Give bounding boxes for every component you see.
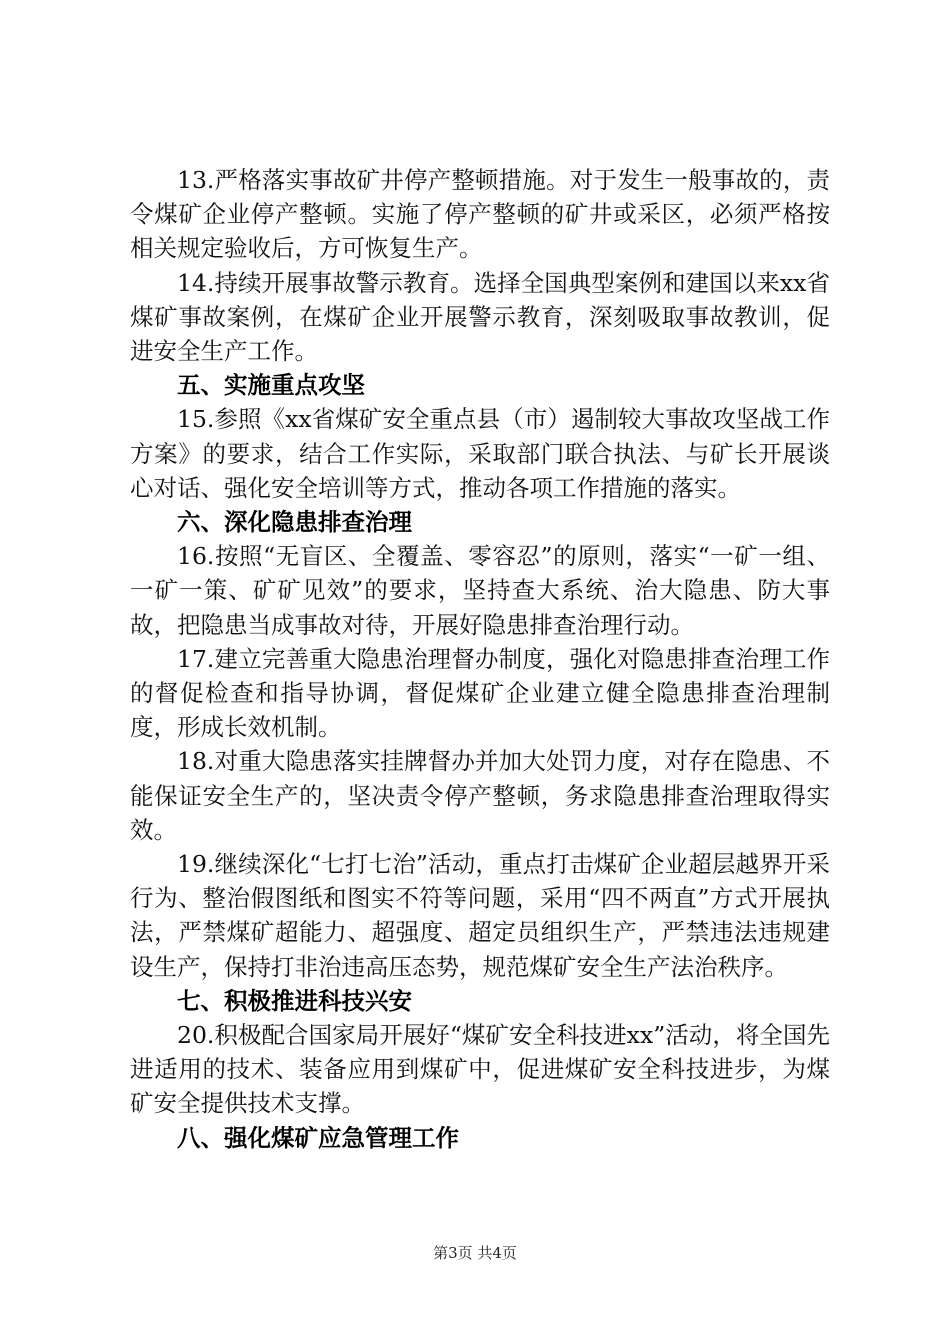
section-heading-7: 七、积极推进科技兴安 bbox=[177, 986, 412, 1015]
paragraph-16: 16.按照“无盲区、全覆盖、零容忍”的原则，落实“一矿一组、一矿一策、矿矿见效”的要求，坚持查大系统、治大隐患、防大事故，把隐患当成事故对待，开展好隐患排查治理行动。 bbox=[130, 542, 830, 639]
paragraph-18: 18.对重大隐患落实挂牌督办并加大处罚力度，对存在隐患、不能保证安全生产的，坚决责令停产整顿，务求隐患排查治理取得实效。 bbox=[130, 747, 830, 844]
paragraph-13: 13.严格落实事故矿井停产整顿措施。对于发生一般事故的，责令煤矿企业停产整顿。实施了停产整顿的矿井或采区，必须严格按相关规定验收后，方可恢复生产。 bbox=[130, 166, 830, 263]
section-heading-5: 五、实施重点攻坚 bbox=[177, 371, 365, 400]
section-heading-6: 六、深化隐患排查治理 bbox=[177, 508, 412, 537]
paragraph-17: 17.建立完善重大隐患治理督办制度，强化对隐患排查治理工作的督促检查和指导协调，督促煤矿企业建立健全隐患排查治理制度，形成长效机制。 bbox=[130, 644, 830, 742]
page-number-footer: 第3页 共4页 bbox=[433, 1244, 517, 1262]
paragraph-15: 15.参照《xx省煤矿安全重点县（市）遏制较大事故攻坚战工作方案》的要求，结合工作实际，采取部门联合执法、与矿长开展谈心对话、强化安全培训等方式，推动各项工作措施的落实。 bbox=[130, 405, 830, 502]
paragraph-14: 14.持续开展事故警示教育。选择全国典型案例和建国以来xx省煤矿事故案例，在煤矿企业开展警示教育，深刻吸取事故教训，促进安全生产工作。 bbox=[130, 268, 830, 366]
section-heading-8: 八、强化煤矿应急管理工作 bbox=[177, 1123, 459, 1152]
paragraph-20: 20.积极配合国家局开展好“煤矿安全科技进xx”活动，将全国先进适用的技术、装备应用到煤矿中，促进煤矿安全科技进步，为煤矿安全提供技术支撑。 bbox=[130, 1021, 830, 1118]
document-body bbox=[130, 163, 830, 1155]
paragraph-19: 19.继续深化“七打七治”活动，重点打击煤矿企业超层越界开采行为、整治假图纸和图实不符等问题，采用“四不两直”方式开展执法，严禁煤矿超能力、超强度、超定员组织生产，严禁违法违规建设生产，保持打非治违高压态势，规范煤矿安全生产法治秩序。 bbox=[130, 850, 830, 981]
